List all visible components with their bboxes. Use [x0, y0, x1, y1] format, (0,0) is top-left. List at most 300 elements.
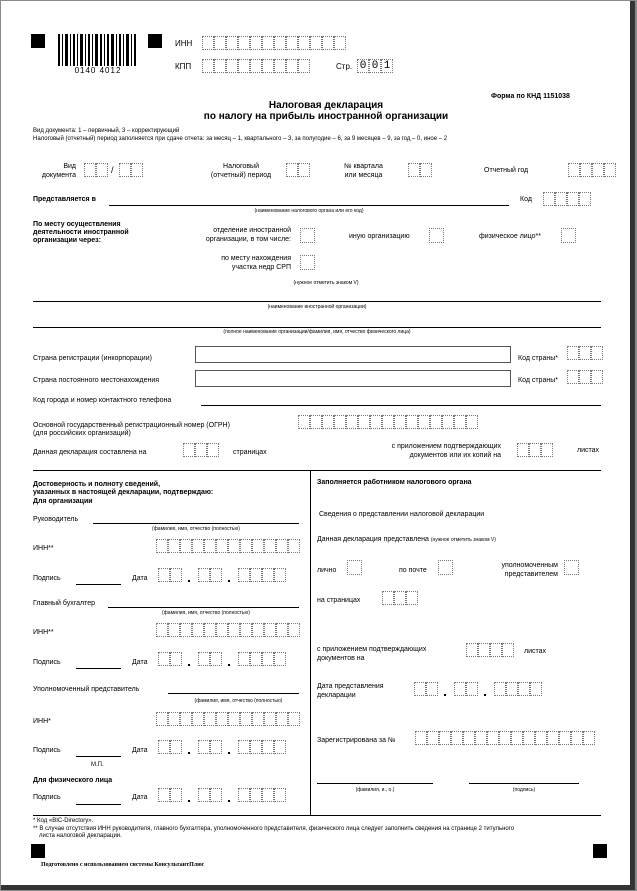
char-cell[interactable]	[276, 539, 288, 553]
char-cell[interactable]	[466, 643, 478, 657]
char-cell[interactable]	[511, 731, 523, 745]
srp-label-1: по месту нахождения	[221, 255, 291, 262]
attach-label-1: с приложением подтверждающих	[391, 443, 501, 450]
country-loc-input[interactable]	[195, 370, 511, 387]
char-cell[interactable]	[478, 643, 490, 657]
submitted-to-label: Представляется в	[33, 196, 96, 203]
accountant-name-line[interactable]	[108, 607, 299, 608]
tax-authority-caption: (наименование налогового органа или его код)	[254, 208, 364, 214]
char-cell[interactable]	[475, 731, 487, 745]
info-label: Сведения о представлении налоговой декларации	[319, 511, 485, 518]
page-digit: 0	[371, 60, 379, 72]
date-cell[interactable]	[426, 682, 438, 696]
char-cell[interactable]	[567, 192, 579, 206]
char-cell[interactable]	[228, 623, 240, 637]
rep-date-label: Дата	[132, 747, 148, 754]
char-cell[interactable]	[252, 623, 264, 637]
char-cell[interactable]	[487, 731, 499, 745]
char-cell[interactable]	[214, 59, 226, 73]
char-cell[interactable]	[310, 36, 322, 50]
date-cell[interactable]	[210, 740, 222, 754]
stamp-label: М.П.	[91, 762, 104, 768]
date-cell[interactable]	[250, 740, 262, 754]
person-sign-label: Подпись	[33, 794, 61, 801]
barcode-icon	[58, 34, 138, 66]
char-cell[interactable]	[490, 643, 502, 657]
accountant-inn-cells[interactable]	[156, 623, 300, 637]
accountant-sign-label: Подпись	[33, 659, 61, 666]
char-cell[interactable]	[567, 346, 579, 360]
quarter-cells[interactable]	[408, 163, 432, 177]
country-code-label: Код страны*	[518, 355, 558, 362]
date-cell[interactable]	[250, 652, 262, 666]
accountant-date-cells[interactable]	[158, 652, 302, 668]
char-cell[interactable]	[274, 36, 286, 50]
kpp-label: КПП	[175, 62, 192, 71]
individual-label: физическое лицо**	[479, 233, 541, 240]
country-code-cells-2[interactable]	[567, 370, 603, 384]
char-cell[interactable]	[567, 370, 579, 384]
doc-type-slash: /	[111, 165, 114, 175]
char-cell[interactable]	[568, 163, 580, 177]
tax-officer-heading: Заполняется работником налогового органа	[317, 479, 472, 486]
date-cell[interactable]	[506, 682, 518, 696]
char-cell[interactable]	[180, 623, 192, 637]
char-cell[interactable]	[96, 163, 108, 177]
date-cell[interactable]	[262, 788, 274, 802]
date-cell[interactable]	[158, 652, 170, 666]
code-label: Код	[520, 196, 532, 203]
officer-attach-label-1: с приложением подтверждающих	[317, 646, 427, 653]
date-separator-dot	[228, 664, 230, 666]
char-cell[interactable]	[180, 539, 192, 553]
other-org-checkbox[interactable]	[429, 228, 444, 243]
char-cell[interactable]	[394, 591, 406, 605]
date-cell[interactable]	[530, 682, 542, 696]
rep-date-cells[interactable]	[158, 740, 302, 756]
officer-pages-cells[interactable]	[382, 591, 418, 605]
section-divider	[33, 470, 601, 471]
char-cell[interactable]	[288, 712, 300, 726]
date-cell[interactable]	[274, 652, 286, 666]
doc-type-cells[interactable]	[84, 163, 108, 177]
head-date-cells[interactable]	[158, 568, 302, 584]
char-cell[interactable]	[286, 59, 298, 73]
by-mail-checkbox[interactable]	[438, 560, 453, 575]
char-cell[interactable]	[322, 36, 334, 50]
by-mail-label: по почте	[399, 567, 427, 574]
char-cell[interactable]	[430, 415, 442, 429]
officer-name-line[interactable]	[317, 783, 433, 784]
date-separator-dot	[188, 752, 190, 754]
correction-number-cells[interactable]	[119, 163, 143, 177]
char-cell[interactable]	[226, 59, 238, 73]
officer-attach-cells[interactable]	[466, 643, 514, 657]
date-separator-dot	[228, 580, 230, 582]
char-cell[interactable]	[382, 415, 394, 429]
date-cell[interactable]	[274, 740, 286, 754]
char-cell[interactable]	[499, 731, 511, 745]
char-cell[interactable]	[168, 623, 180, 637]
corner-marker-top-mid	[148, 34, 162, 48]
date-cell[interactable]	[210, 568, 222, 582]
char-cell[interactable]	[451, 731, 463, 745]
char-cell[interactable]	[406, 415, 418, 429]
date-cell[interactable]	[262, 740, 274, 754]
branch-checkbox[interactable]	[300, 228, 315, 243]
date-cell[interactable]	[158, 740, 170, 754]
submitted-label	[317, 536, 496, 544]
head-inn-cells[interactable]	[156, 539, 300, 553]
char-cell[interactable]	[579, 192, 591, 206]
date-cell[interactable]	[274, 788, 286, 802]
confirm-heading-1: Достоверность и полноту сведений,	[33, 481, 161, 488]
char-cell[interactable]	[262, 36, 274, 50]
char-cell[interactable]	[604, 163, 616, 177]
char-cell[interactable]	[216, 539, 228, 553]
check-note: (нужное отметить знаком V)	[293, 280, 359, 286]
char-cell[interactable]	[517, 443, 529, 457]
footnote-2a: ** В случае отсутствия ИНН руководителя, главного бухгалтера, уполномоченного представителя, физического лица следует заполнить сведения на странице 2 титульного	[33, 826, 515, 832]
location-label-2: деятельности иностранной	[33, 229, 129, 236]
char-cell[interactable]	[204, 539, 216, 553]
in-person-label: лично	[317, 567, 337, 574]
date-cell[interactable]	[210, 652, 222, 666]
char-cell[interactable]	[427, 731, 439, 745]
char-cell[interactable]	[463, 731, 475, 745]
char-cell[interactable]	[286, 163, 298, 177]
registered-label: Зарегистрирована за №	[317, 737, 396, 744]
char-cell[interactable]	[454, 415, 466, 429]
date-separator-dot	[188, 664, 190, 666]
individual-checkbox[interactable]	[561, 228, 576, 243]
char-cell[interactable]	[276, 623, 288, 637]
char-cell[interactable]	[592, 163, 604, 177]
date-separator-dot	[228, 800, 230, 802]
date-cell[interactable]	[198, 568, 210, 582]
country-loc-label: Страна постоянного местонахождения	[33, 377, 160, 384]
date-cell[interactable]	[518, 682, 530, 696]
officer-date-cells[interactable]	[414, 682, 558, 698]
char-cell[interactable]	[195, 443, 207, 457]
char-cell[interactable]	[192, 623, 204, 637]
char-cell[interactable]	[204, 712, 216, 726]
corner-marker-top-left	[31, 34, 45, 48]
char-cell[interactable]	[240, 539, 252, 553]
char-cell[interactable]	[408, 163, 420, 177]
title-line-1: Налоговая декларация	[268, 100, 384, 111]
char-cell[interactable]	[183, 443, 195, 457]
location-label-1: По месту осуществления	[33, 221, 121, 228]
char-cell[interactable]	[420, 163, 432, 177]
date-cell[interactable]	[158, 788, 170, 802]
char-cell[interactable]	[192, 712, 204, 726]
person-sign-line[interactable]	[76, 804, 121, 805]
year-cells[interactable]	[568, 163, 616, 177]
head-date-label: Дата	[132, 575, 148, 582]
date-separator-dot	[188, 580, 190, 582]
char-cell[interactable]	[579, 346, 591, 360]
date-cell[interactable]	[198, 788, 210, 802]
char-cell[interactable]	[298, 415, 310, 429]
char-cell[interactable]	[583, 731, 595, 745]
attach-label-2: документов или их копий на	[409, 452, 501, 459]
char-cell[interactable]	[119, 163, 131, 177]
column-divider	[310, 470, 311, 815]
char-cell[interactable]	[264, 539, 276, 553]
char-cell[interactable]	[131, 163, 143, 177]
char-cell[interactable]	[240, 712, 252, 726]
date-separator-dot	[484, 694, 486, 696]
country-code-cells[interactable]	[567, 346, 603, 360]
char-cell[interactable]	[415, 731, 427, 745]
head-sign-label: Подпись	[33, 575, 61, 582]
char-cell[interactable]	[547, 731, 559, 745]
officer-date-label-1: Дата представления	[317, 683, 384, 690]
char-cell[interactable]	[238, 36, 250, 50]
char-cell[interactable]	[226, 36, 238, 50]
rep-inn-cells[interactable]	[156, 712, 300, 726]
head-sign-line[interactable]	[76, 584, 121, 585]
char-cell[interactable]	[529, 443, 541, 457]
char-cell[interactable]	[180, 712, 192, 726]
char-cell[interactable]	[406, 591, 418, 605]
char-cell[interactable]	[334, 415, 346, 429]
ogrn-cells[interactable]	[298, 415, 478, 429]
date-cell[interactable]	[250, 788, 262, 802]
char-cell[interactable]	[358, 415, 370, 429]
date-cell[interactable]	[238, 740, 250, 754]
doc-type-label-1: Вид	[63, 163, 76, 170]
footnote-1: * Код «BIC-Directory».	[33, 818, 94, 824]
date-cell[interactable]	[198, 652, 210, 666]
full-name-line[interactable]	[33, 327, 601, 328]
date-cell[interactable]	[494, 682, 506, 696]
page-number-label: Стр.	[336, 62, 353, 71]
on-pages-label: на страницах	[317, 597, 361, 604]
registration-number-cells[interactable]	[415, 731, 595, 745]
rep-fio-caption: (фамилия, имя, отчество (полностью)	[194, 698, 283, 704]
prepared-note: Подготовлено с использованием системы КонсультантПлюс	[41, 862, 205, 868]
char-cell[interactable]	[264, 712, 276, 726]
char-cell[interactable]	[250, 36, 262, 50]
foreign-org-caption: (наименование иностранной организации)	[267, 304, 367, 310]
char-cell[interactable]	[346, 415, 358, 429]
char-cell[interactable]	[238, 59, 250, 73]
tax-authority-line[interactable]	[109, 205, 509, 206]
head-name-line[interactable]	[93, 523, 299, 524]
date-cell[interactable]	[170, 568, 182, 582]
char-cell[interactable]	[543, 192, 555, 206]
person-date-cells[interactable]	[158, 788, 302, 804]
char-cell[interactable]	[240, 623, 252, 637]
rep-inn-label: ИНН*	[33, 718, 51, 725]
rep-sign-label: Подпись	[33, 747, 61, 754]
date-cell[interactable]	[454, 682, 466, 696]
char-cell[interactable]	[262, 59, 274, 73]
char-cell[interactable]	[571, 731, 583, 745]
char-cell[interactable]	[214, 36, 226, 50]
char-cell[interactable]	[370, 415, 382, 429]
char-cell[interactable]	[168, 712, 180, 726]
date-cell[interactable]	[414, 682, 426, 696]
date-cell[interactable]	[238, 788, 250, 802]
srp-checkbox[interactable]	[300, 255, 315, 270]
char-cell[interactable]	[334, 36, 346, 50]
rep-name-line[interactable]	[168, 693, 299, 694]
char-cell[interactable]	[579, 370, 591, 384]
char-cell[interactable]	[207, 443, 219, 457]
char-cell[interactable]	[439, 731, 451, 745]
char-cell[interactable]	[591, 370, 603, 384]
period-label-2: (отчетный) период	[210, 172, 272, 179]
char-cell[interactable]	[156, 539, 168, 553]
char-cell[interactable]	[252, 712, 264, 726]
char-cell[interactable]	[276, 712, 288, 726]
date-cell[interactable]	[262, 568, 274, 582]
date-cell[interactable]	[210, 788, 222, 802]
char-cell[interactable]	[559, 731, 571, 745]
period-note: Налоговый (отчетный) период заполняется при сдаче отчета: за месяц – 1, квартального – 3, за полугодие – 6, за 9 месяцев – 9, за год – 0, иное – 2	[33, 136, 448, 142]
phone-label: Код города и номер контактного телефона	[33, 397, 172, 404]
char-cell[interactable]	[250, 59, 262, 73]
date-cell[interactable]	[250, 568, 262, 582]
doc-type-note: Вид документа: 1 – первичный, 3 – корректирующий	[33, 128, 180, 134]
pages-cells[interactable]	[183, 443, 219, 457]
char-cell[interactable]	[298, 59, 310, 73]
date-cell[interactable]	[158, 568, 170, 582]
country-code-label-2: Код страны*	[518, 377, 558, 384]
char-cell[interactable]	[192, 539, 204, 553]
ogrn-label-1: Основной государственный регистрационный номер (ОГРН)	[33, 422, 230, 429]
char-cell[interactable]	[156, 623, 168, 637]
char-cell[interactable]	[264, 623, 276, 637]
char-cell[interactable]	[216, 623, 228, 637]
period-label-1: Налоговый	[223, 163, 259, 170]
date-cell[interactable]	[274, 568, 286, 582]
head-inn-label: ИНН**	[33, 545, 54, 552]
year-label: Отчетный год	[484, 167, 529, 174]
head-fio-caption: (фамилия, имя, отчество (полностью)	[152, 526, 240, 532]
char-cell[interactable]	[298, 163, 310, 177]
char-cell[interactable]	[298, 36, 310, 50]
declaration-page	[1, 1, 635, 890]
date-cell[interactable]	[170, 652, 182, 666]
char-cell[interactable]	[322, 415, 334, 429]
attach-sheets-cells[interactable]	[517, 443, 553, 457]
country-reg-label: Страна регистрации (инкорпорации)	[33, 355, 152, 362]
by-rep-checkbox[interactable]	[564, 560, 579, 575]
corner-marker-bottom-left	[31, 844, 45, 858]
date-cell[interactable]	[238, 652, 250, 666]
person-date-label: Дата	[132, 794, 148, 801]
char-cell[interactable]	[202, 59, 214, 73]
accountant-label: Главный бухгалтер	[33, 600, 95, 607]
char-cell[interactable]	[535, 731, 547, 745]
char-cell[interactable]	[204, 623, 216, 637]
char-cell[interactable]	[168, 539, 180, 553]
char-cell[interactable]	[382, 591, 394, 605]
date-cell[interactable]	[262, 652, 274, 666]
char-cell[interactable]	[591, 346, 603, 360]
char-cell[interactable]	[84, 163, 96, 177]
char-cell[interactable]	[216, 712, 228, 726]
char-cell[interactable]	[202, 36, 214, 50]
period-cells[interactable]	[286, 163, 310, 177]
date-cell[interactable]	[238, 568, 250, 582]
barcode-number: 0140 4012	[74, 66, 122, 75]
char-cell[interactable]	[466, 415, 478, 429]
kpp-cells[interactable]	[202, 59, 310, 73]
page-digit: 1	[383, 60, 391, 72]
char-cell[interactable]	[310, 415, 322, 429]
country-reg-input[interactable]	[195, 346, 511, 363]
foreign-org-line[interactable]	[33, 301, 601, 302]
phone-line[interactable]	[201, 405, 601, 406]
srp-label-2: участка недр СРП	[231, 264, 291, 271]
char-cell[interactable]	[541, 443, 553, 457]
page-number-cells	[357, 59, 393, 73]
char-cell[interactable]	[523, 731, 535, 745]
footnote-2b: листа налоговой декларации.	[39, 833, 122, 839]
accountant-sign-line[interactable]	[76, 668, 121, 669]
date-cell[interactable]	[198, 740, 210, 754]
officer-sign-line[interactable]	[469, 783, 579, 784]
char-cell[interactable]	[286, 36, 298, 50]
accountant-fio-caption: (фамилия, имя, отчество (полностью)	[162, 610, 250, 616]
date-cell[interactable]	[170, 788, 182, 802]
for-org-label: Для организации	[33, 498, 93, 505]
char-cell[interactable]	[288, 539, 300, 553]
full-name-caption: (полное наименование организации/фамилия, имя, отчество физического лица)	[223, 329, 411, 335]
char-cell[interactable]	[228, 712, 240, 726]
accountant-inn-label: ИНН**	[33, 629, 54, 636]
page-digit: 0	[359, 60, 367, 72]
submitted-check-note: (нужное отметить знаком V)	[430, 537, 496, 543]
in-person-checkbox[interactable]	[347, 560, 362, 575]
date-separator-dot	[444, 694, 446, 696]
accountant-date-label: Дата	[132, 659, 148, 666]
char-cell[interactable]	[394, 415, 406, 429]
char-cell[interactable]	[580, 163, 592, 177]
date-cell[interactable]	[170, 740, 182, 754]
char-cell[interactable]	[418, 415, 430, 429]
char-cell[interactable]	[555, 192, 567, 206]
by-rep-label-2: представителем	[504, 571, 558, 578]
officer-attach-label-2: документов на	[317, 655, 365, 662]
corner-marker-bottom-right	[593, 844, 607, 858]
tax-authority-code-cells[interactable]	[543, 192, 591, 206]
officer-fio-caption: (фамилия, и., о.)	[355, 787, 395, 793]
officer-sheets-label: листах	[524, 648, 547, 655]
date-cell[interactable]	[466, 682, 478, 696]
officer-sign-caption: (подпись)	[512, 787, 536, 793]
char-cell[interactable]	[228, 539, 240, 553]
date-separator-dot	[228, 752, 230, 754]
officer-date-label-2: декларации	[317, 692, 356, 699]
ogrn-label-2: (для российских организаций)	[33, 430, 131, 437]
char-cell[interactable]	[288, 623, 300, 637]
char-cell[interactable]	[156, 712, 168, 726]
char-cell[interactable]	[502, 643, 514, 657]
char-cell[interactable]	[442, 415, 454, 429]
location-label-3: организации через:	[33, 237, 101, 244]
inn-cells[interactable]	[202, 36, 346, 50]
bottom-divider	[33, 815, 601, 816]
char-cell[interactable]	[252, 539, 264, 553]
char-cell[interactable]	[274, 59, 286, 73]
rep-sign-line[interactable]	[76, 756, 121, 757]
